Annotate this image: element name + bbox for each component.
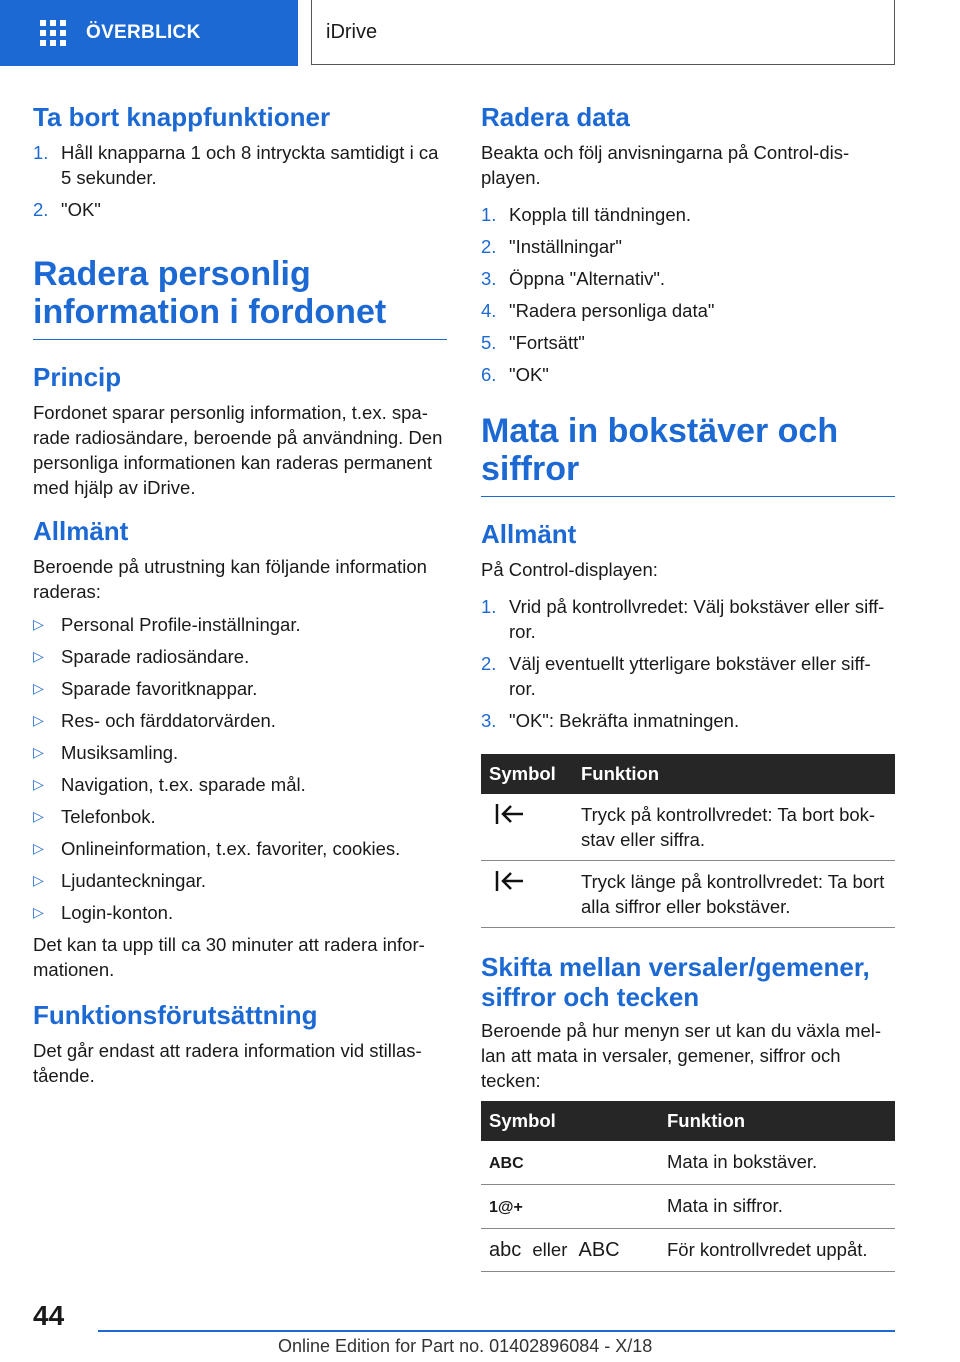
uppercase-icon: ABC (578, 1239, 620, 1261)
delete-arrow-icon (489, 802, 529, 826)
triangle-icon: ▷ (33, 712, 44, 728)
general-text-right: På Control-displayen: (481, 559, 658, 580)
col-header: Symbol (481, 1101, 659, 1141)
section-label: ÖVERBLICK (86, 22, 201, 43)
general-title-right: Allmänt (481, 519, 577, 549)
right-column (481, 100, 895, 1272)
list-item: ▷ Login-konton. (33, 902, 174, 923)
delete-arrow-icon (489, 869, 529, 893)
erase-title: Radera data (481, 102, 630, 132)
triangle-icon: ▷ (33, 808, 44, 824)
list-item: 1. Vrid på kontrollvredet: Välj bokstäver eller siff-ror. (481, 596, 885, 642)
list-item: 2. "Inställningar" (481, 236, 622, 257)
triangle-icon: ▷ (33, 744, 44, 760)
list-item: 2. "OK" (33, 199, 101, 220)
triangle-icon: ▷ (33, 616, 44, 632)
left-column (33, 100, 447, 1088)
list-item: ▷ Onlineinformation, t.ex. favoriter, cookies. (33, 838, 401, 859)
list-item: 4. "Radera personliga data" (481, 300, 715, 321)
general-text: Beroende på utrustning kan följande information raderas: (33, 556, 427, 602)
footer-divider (98, 1330, 895, 1332)
switch-title: Skifta mellan versaler/gemener, siffror och tecken (481, 952, 870, 1012)
list-item: ▷ Sparade radiosändare. (33, 646, 250, 667)
or-text: eller (532, 1239, 568, 1260)
list-item: 3. Öppna "Alternativ". (481, 268, 666, 289)
triangle-icon: ▷ (33, 776, 44, 792)
list-item: ▷ Navigation, t.ex. sparade mål. (33, 774, 306, 795)
list-item: ▷ Res- och färddatorvärden. (33, 710, 276, 731)
principle-text: Fordonet sparar personlig information, t.ex. spa-rade radiosändare, beroende på användning. Den personliga informationen kan raderas permanent med hjälp av iDrive. (33, 402, 443, 498)
list-item: ▷ Sparade favoritknappar. (33, 678, 258, 699)
delete-symbol-table (481, 754, 895, 928)
table-row: Tryck länge på kontrollvredet: Ta bort alla siffror eller bokstäver. (481, 861, 895, 928)
col-header: Funktion (573, 754, 895, 794)
switch-text: Beroende på hur menyn ser ut kan du växla mel-lan att mata in versaler, gemener, siffror och tecken: (481, 1020, 882, 1091)
list-item: 6. "OK" (481, 364, 549, 385)
duration-text: Det kan ta upp till ca 30 minuter att radera infor-mationen. (33, 934, 425, 980)
list-item: 2. Välj eventuellt ytterligare bokstäver eller siff-ror. (481, 653, 871, 699)
general-title: Allmänt (33, 516, 129, 546)
list-item: 1. Koppla till tändningen. (481, 204, 692, 225)
edition-text: Online Edition for Part no. 01402896084 - X/18 (278, 1336, 653, 1356)
switch-symbol-table (481, 1101, 895, 1272)
letters-icon: ABC (489, 1155, 524, 1172)
general-items (33, 612, 447, 925)
chapter-label: iDrive (326, 20, 378, 43)
triangle-icon: ▷ (33, 680, 44, 696)
input-title: Mata in bokstäver och siffror (481, 412, 895, 497)
principle-title: Princip (33, 362, 122, 392)
req-text: Det går endast att radera information vid stillas-tående. (33, 1040, 422, 1086)
list-item: 1. Håll knapparna 1 och 8 intryckta samtidigt i ca 5 sekunder. (33, 142, 439, 188)
chapter-tab[interactable] (311, 0, 895, 65)
triangle-icon: ▷ (33, 840, 44, 856)
list-item: ▷ Ljudanteckningar. (33, 870, 207, 891)
remove-title: Ta bort knappfunktioner (33, 102, 331, 132)
req-title: Funktionsförutsättning (33, 1000, 318, 1030)
list-item: ▷ Personal Profile-inställningar. (33, 614, 301, 635)
table-row: abc eller ABC För kontrollvredet uppåt. (481, 1229, 895, 1272)
delete-title: Radera personlig information i fordonet (33, 255, 447, 340)
table-row: ABC Mata in bokstäver. (481, 1141, 895, 1185)
triangle-icon: ▷ (33, 648, 44, 664)
grid-icon (40, 20, 66, 46)
lowercase-icon: abc (489, 1239, 522, 1261)
page-number: 44 (33, 1300, 65, 1331)
remove-steps (33, 140, 447, 222)
list-item: 3. "OK": Bekräfta inmatningen. (481, 710, 740, 731)
list-item: ▷ Telefonbok. (33, 806, 156, 827)
numbers-icon: 1@+ (489, 1199, 523, 1216)
table-row: 1@+ Mata in siffror. (481, 1185, 895, 1229)
table-row: Tryck på kontrollvredet: Ta bort bok-stav eller siffra. (481, 794, 895, 861)
section-tab[interactable] (0, 0, 298, 66)
triangle-icon: ▷ (33, 904, 44, 920)
list-item: 5. "Fortsätt" (481, 332, 585, 353)
erase-text: Beakta och följ anvisningarna på Control-dis-playen. (481, 142, 850, 188)
list-item: ▷ Musiksamling. (33, 742, 179, 763)
col-header: Symbol (481, 754, 573, 794)
triangle-icon: ▷ (33, 872, 44, 888)
col-header: Funktion (659, 1101, 895, 1141)
input-steps (481, 594, 895, 733)
erase-steps (481, 202, 895, 387)
